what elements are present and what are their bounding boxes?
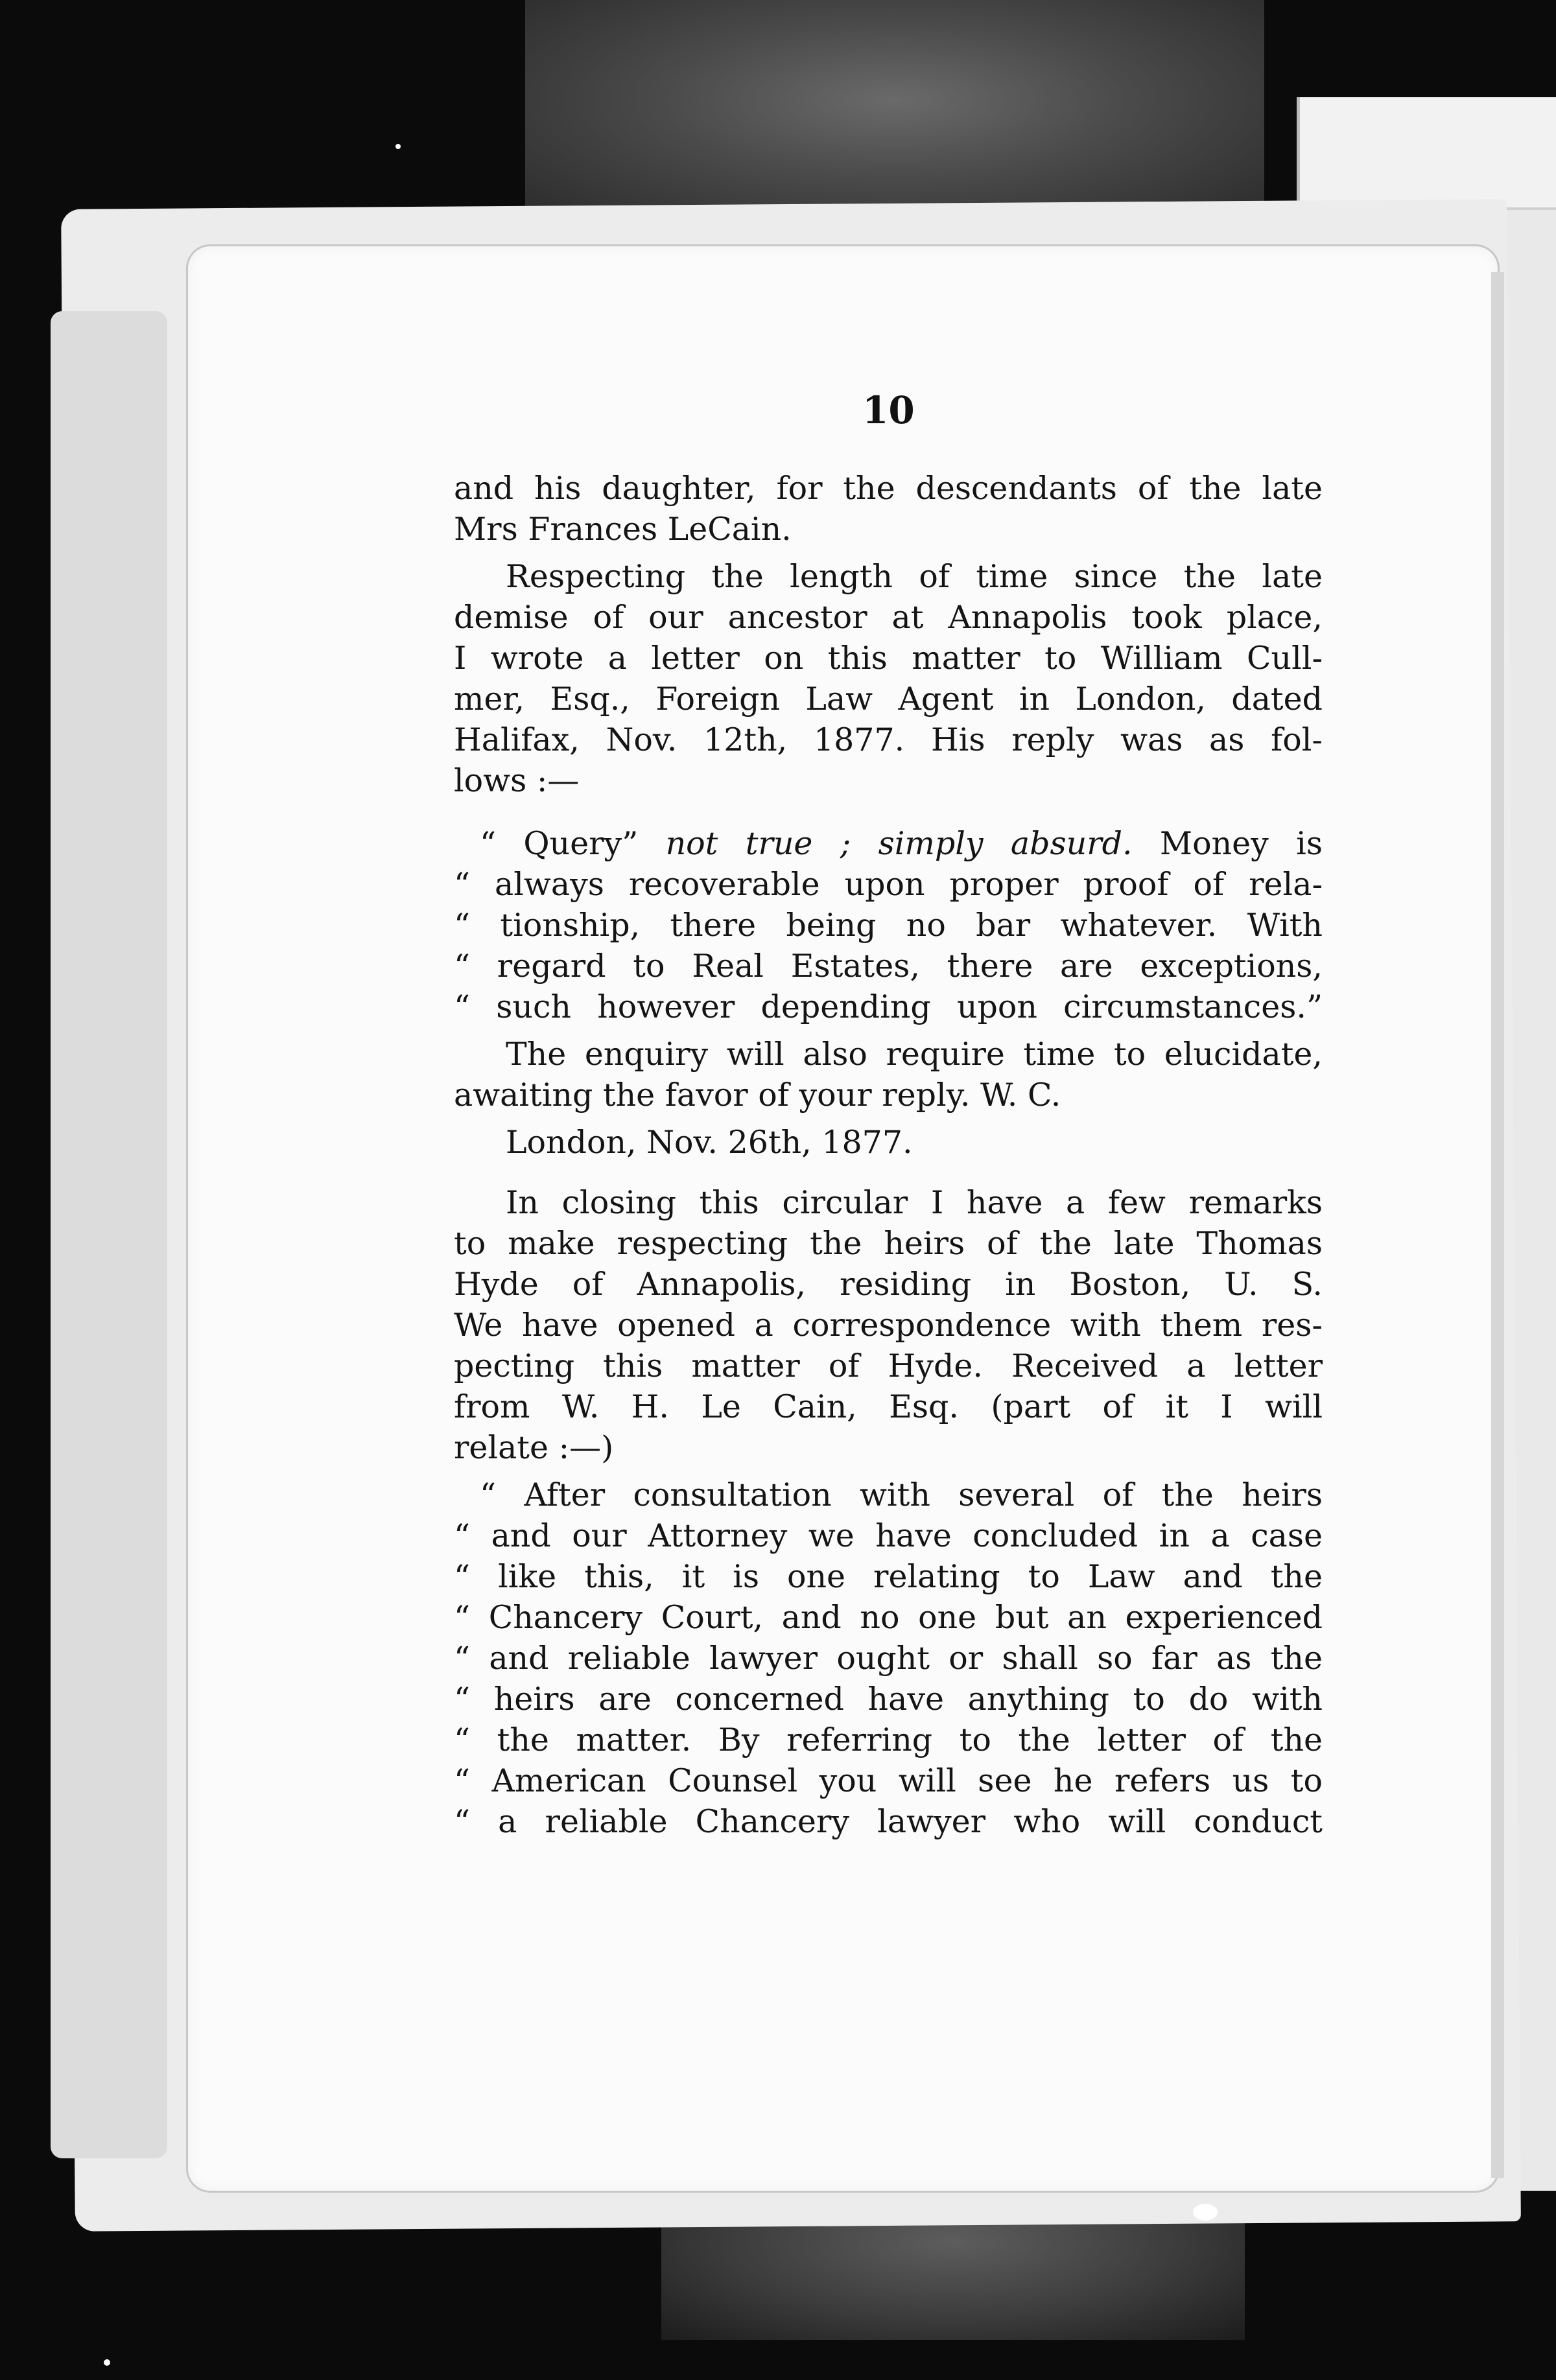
text-line: We have opened a correspondence with them res- xyxy=(454,1307,1323,1344)
paragraph-1 xyxy=(454,468,1323,550)
text-line: “ such however depending upon circumstances.” xyxy=(454,988,1323,1025)
text-line: demise of our ancestor at Annapolis took place, xyxy=(454,599,1323,636)
text-line: “ heirs are concerned have anything to do with xyxy=(454,1681,1323,1718)
quote-italic: not true ; simply absurd. xyxy=(665,825,1133,862)
text-line: Respecting the length of time since the late xyxy=(506,558,1323,595)
scan-speck xyxy=(1193,2204,1218,2221)
text-line: awaiting the favor of your reply. W. C. xyxy=(454,1077,1061,1114)
text-line: “ a reliable Chancery lawyer who will conduct xyxy=(454,1803,1323,1840)
text-line: Hyde of Annapolis, residing in Boston, U. S. xyxy=(454,1266,1323,1303)
text-line: “ like this, it is one relating to Law and the xyxy=(454,1558,1323,1595)
paragraph-2 xyxy=(454,556,1323,801)
dateline-paragraph xyxy=(454,1122,1323,1163)
text-line: “ the matter. By referring to the letter of the xyxy=(454,1721,1323,1758)
text-line: to make respecting the heirs of the late Thomas xyxy=(454,1225,1323,1262)
text-line: “ always recoverable upon proper proof of rela- xyxy=(454,866,1323,903)
text-line: “ tionship, there being no bar whatever. With xyxy=(454,907,1323,944)
text-line: I wrote a letter on this matter to William Cull- xyxy=(454,640,1323,677)
text-line: pecting this matter of Hyde. Received a letter xyxy=(454,1348,1323,1384)
text-line: Mrs Frances LeCain. xyxy=(454,511,792,548)
text-line: “ American Counsel you will see he refers us to xyxy=(454,1762,1323,1799)
dateline: London, Nov. 26th, 1877. xyxy=(506,1124,913,1161)
scan-speck xyxy=(104,2359,110,2366)
page-gutter xyxy=(1491,272,1504,2178)
adjacent-page-tab xyxy=(1300,97,1556,210)
page-body xyxy=(454,468,1323,1842)
text-line: relate :—) xyxy=(454,1429,614,1466)
quote-block-1 xyxy=(454,823,1323,1027)
text-line xyxy=(454,823,1323,864)
scan-background-top xyxy=(525,0,1264,224)
text-line: The enquiry will also require time to elucidate, xyxy=(506,1036,1323,1073)
text-line: “ After consultation with several of the heirs xyxy=(480,1476,1323,1513)
text-line: In closing this circular I have a few remarks xyxy=(506,1184,1323,1221)
text-line: and his daughter, for the descendants of the late xyxy=(454,470,1323,507)
quote-block-2 xyxy=(454,1475,1323,1842)
paragraph-3 xyxy=(454,1034,1323,1115)
text-line: mer, Esq., Foreign Law Agent in London, dated xyxy=(454,681,1323,718)
scan-speck xyxy=(395,144,401,149)
paragraph-4 xyxy=(454,1182,1323,1468)
quote-query: “ Query” xyxy=(480,825,639,862)
quote-tail: Money is xyxy=(1159,825,1323,862)
text-line: “ regard to Real Estates, there are exceptions, xyxy=(454,948,1323,985)
text-line: “ Chancery Court, and no one but an experienced xyxy=(454,1599,1323,1636)
text-line: “ and our Attorney we have concluded in a case xyxy=(454,1517,1323,1554)
back-sheet-edge xyxy=(51,311,167,2158)
text-line: lows :— xyxy=(454,762,580,799)
page-number: 10 xyxy=(862,388,915,432)
text-line: “ and reliable lawyer ought or shall so far as the xyxy=(454,1640,1323,1677)
text-line: from W. H. Le Cain, Esq. (part of it I will xyxy=(454,1388,1323,1425)
text-line: Halifax, Nov. 12th, 1877. His reply was as fol- xyxy=(454,721,1323,758)
